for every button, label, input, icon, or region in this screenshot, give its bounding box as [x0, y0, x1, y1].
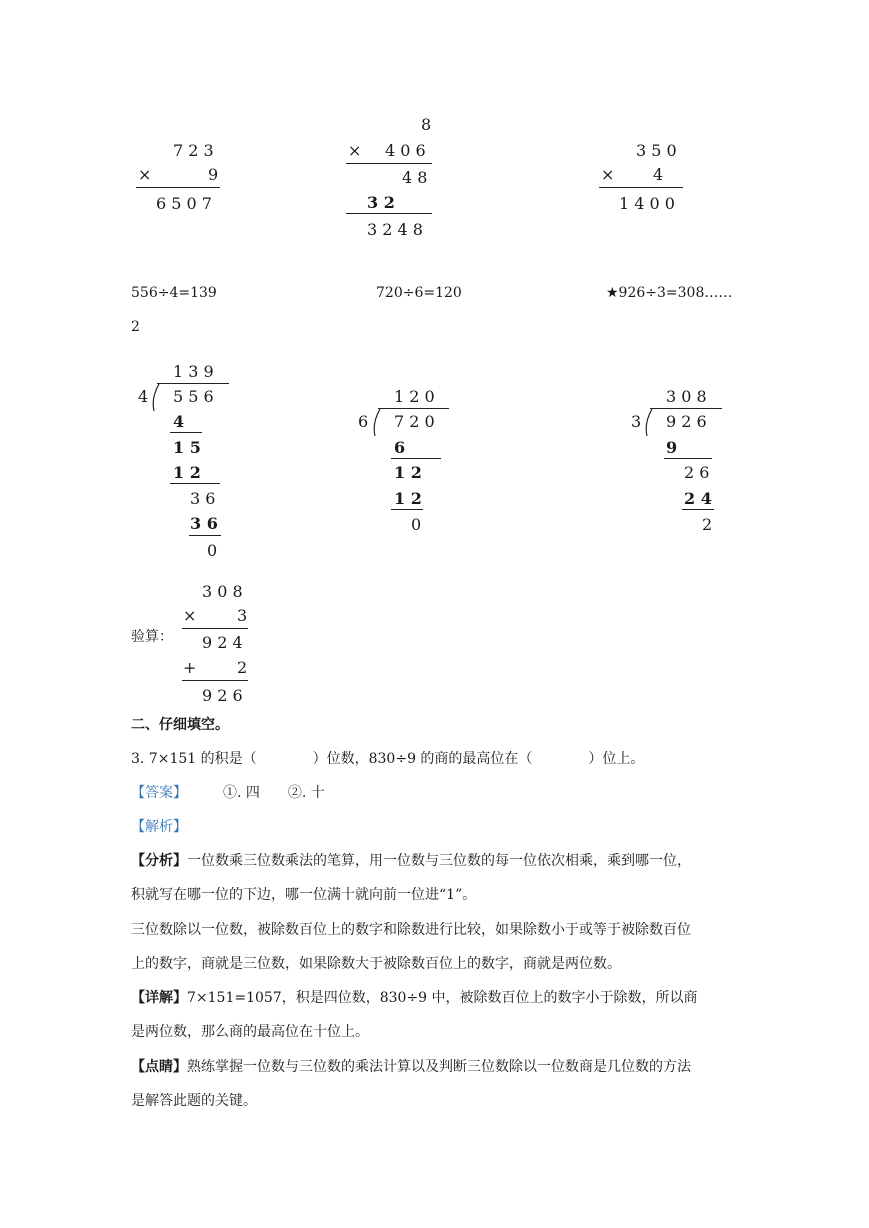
answer-values: ①. 四 ②. 十: [223, 785, 325, 801]
carry-digit: 8: [421, 115, 432, 134]
check-product: 9 2 4: [202, 633, 243, 652]
division-bar: [650, 408, 722, 409]
divisor: 4: [138, 387, 149, 406]
dividend: 9 2 6: [666, 412, 707, 431]
final-remainder: 0: [207, 541, 218, 560]
step-subtract-2: 2 4: [684, 489, 712, 508]
partial-product-2: 3 2: [367, 193, 395, 212]
section-heading: 二、仔细填空。: [131, 717, 229, 733]
quotient: 3 0 8: [666, 387, 707, 406]
detail-paragraph: [131, 991, 698, 1005]
step-line: [391, 458, 441, 459]
final-remainder: 0: [411, 515, 422, 534]
step-subtract-2: 1 2: [173, 463, 201, 482]
step-line: [391, 509, 423, 510]
step-subtract-1: 6: [394, 438, 406, 457]
quotient: 1 3 9: [173, 362, 214, 381]
question-3: 3. 7×151 的积是（ ）位数，830÷9 的商的最高位在（ ）位上。: [131, 751, 645, 767]
comment-text: 熟练掌握一位数与三位数的乘法计算以及判断三位数除以一位数商是几位数的方法: [187, 1059, 691, 1075]
multiplicand: 3 5 0: [636, 141, 677, 160]
times-sign: ×: [183, 606, 197, 625]
step-line: [664, 458, 712, 459]
paragraph-2-line-2: 上的数字，商就是三位数，如果除数大于被除数百位上的数字，商就是两位数。: [131, 956, 621, 972]
check-label: 验算：: [131, 629, 173, 645]
step-subtract-1: 9: [666, 438, 678, 457]
quotient: 1 2 0: [394, 387, 435, 406]
step-line: [170, 483, 220, 484]
step-subtract-3: 3 6: [190, 514, 218, 533]
check-multiplicand: 3 0 8: [202, 582, 243, 601]
step-line: [170, 432, 202, 433]
division-bar: [157, 383, 229, 384]
divisor: 6: [358, 412, 369, 431]
rule-line: [599, 187, 683, 188]
comment-label: 【点睛】: [131, 1059, 187, 1075]
times-sign: ×: [138, 165, 152, 184]
step-remainder-1: 1 5: [173, 438, 201, 457]
rule-line: [136, 187, 220, 188]
equation-556-div-4: 556÷4=139: [131, 285, 217, 301]
fenxi-label: 【分析】: [131, 853, 187, 869]
comment-paragraph: [131, 1060, 691, 1074]
rule-line: [346, 163, 432, 164]
step-remainder-1: 1 2: [394, 463, 422, 482]
final-remainder: 2: [702, 515, 713, 534]
multiplier: 4: [653, 165, 664, 184]
fenxi-text: 一位数乘三位数乘法的笔算，用一位数与三位数的每一位依次相乘，乘到哪一位，: [187, 853, 691, 869]
equation-remainder: 2: [131, 319, 140, 335]
detail-text: 7×151=1057，积是四位数，830÷9 中，被除数百位上的数字小于除数，所以商: [187, 990, 698, 1006]
paragraph-2-line-1: 三位数除以一位数，被除数百位上的数字和除数进行比较，如果除数小于或等于被除数百位: [131, 922, 691, 938]
detail-text-cont: 是两位数，那么商的最高位在十位上。: [131, 1024, 369, 1040]
rule-line: [182, 628, 248, 629]
partial-product-1: 4 8: [402, 168, 428, 187]
dividend: 7 2 0: [394, 412, 435, 431]
check-multiplier: 3: [237, 606, 248, 625]
step-remainder-2: 3 6: [190, 489, 216, 508]
multiplicand: 7 2 3: [173, 141, 214, 160]
multiplier: 9: [208, 165, 219, 184]
analysis-label: 【解析】: [131, 819, 187, 835]
equation-720-div-6: 720÷6=120: [376, 285, 462, 301]
divisor: 3: [631, 412, 642, 431]
detail-label: 【详解】: [131, 990, 187, 1006]
step-line: [189, 535, 221, 536]
equation-926-div-3: ★926÷3=308……: [606, 285, 733, 301]
fenxi-text-cont: 积就写在哪一位的下边，哪一位满十就向前一位进“1”。: [131, 887, 477, 903]
times-sign: ×: [601, 165, 615, 184]
dividend: 5 5 6: [173, 387, 214, 406]
step-remainder-1: 2 6: [684, 463, 710, 482]
times-sign: ×: [348, 141, 362, 160]
division-bar: [378, 408, 449, 409]
division-bracket: [643, 409, 655, 437]
step-subtract-2: 1 2: [394, 489, 422, 508]
check-remainder: 2: [237, 658, 248, 677]
step-subtract-1: 4: [173, 412, 185, 431]
product: 6 5 0 7: [156, 194, 212, 213]
division-bracket: [150, 384, 162, 412]
answer-label: 【答案】: [131, 785, 187, 801]
division-bracket: [371, 409, 383, 437]
rule-line: [346, 213, 432, 214]
analysis-paragraph: [131, 854, 691, 868]
check-result: 9 2 6: [202, 686, 243, 705]
comment-text-cont: 是解答此题的关键。: [131, 1093, 257, 1109]
product: 1 4 0 0: [619, 194, 675, 213]
multiplicand: 4 0 6: [385, 141, 426, 160]
plus-sign: +: [183, 658, 197, 677]
rule-line: [182, 680, 248, 681]
product: 3 2 4 8: [367, 220, 423, 239]
step-line: [682, 509, 714, 510]
